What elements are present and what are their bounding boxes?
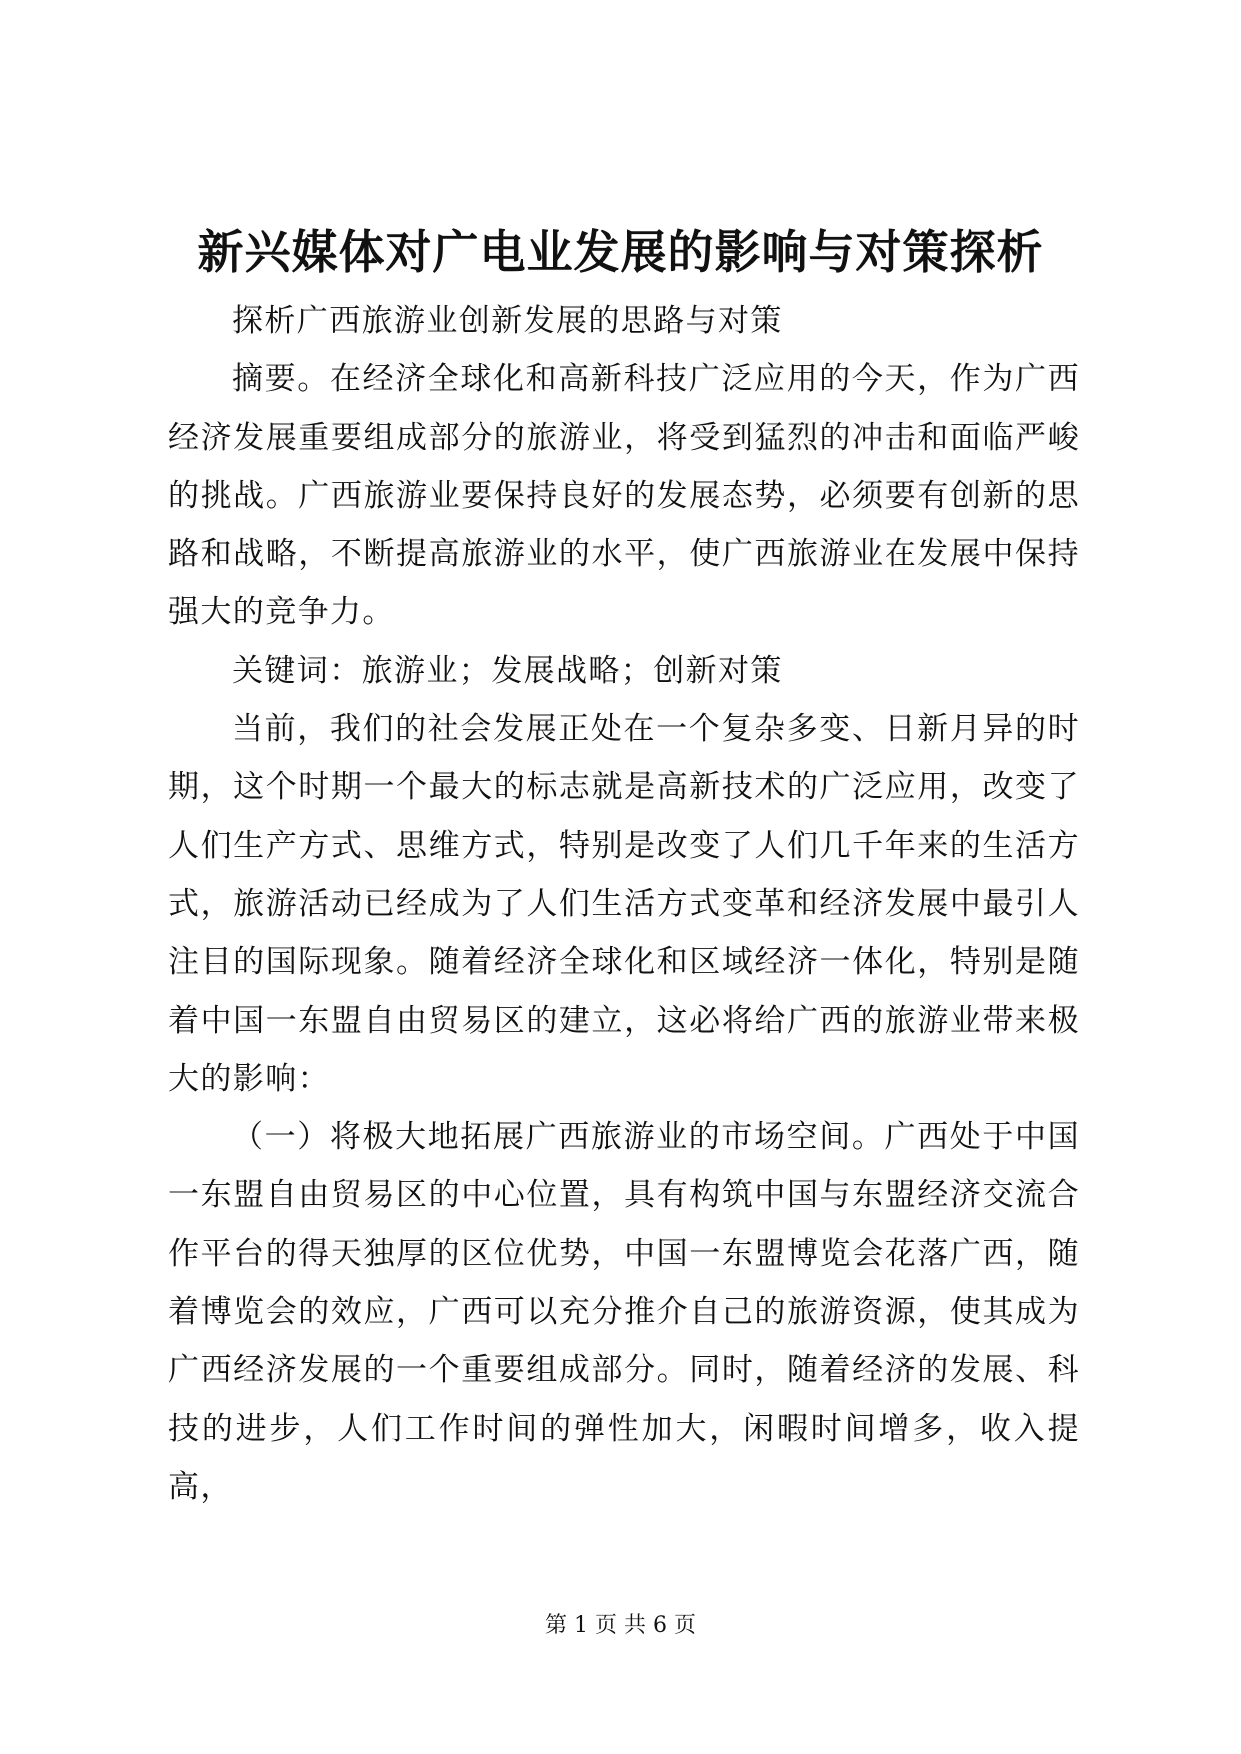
keywords-paragraph: 关键词：旅游业；发展战略；创新对策 <box>232 652 783 689</box>
intro-paragraph: 当前，我们的社会发展正处在一个复杂多变、日新月异的时期，这个时期一个最大的标志就是高新技术的广泛应用，改变了人们生产方式、思维方式，特别是改变了人们几千年来的生活方式，旅游活动已经成为了人们生活方式变革和经济发展中最引人注目的国际现象。随着经济全球化和区域经济一体化，特别是随着中国一东盟自由贸易区的建立，这必将给广西的旅游业带来极大的影响： <box>168 711 1080 1097</box>
document-title: 新兴媒体对广电业发展的影响与对策探析 <box>197 225 1044 279</box>
document-body <box>168 292 1080 1516</box>
subtitle-paragraph: 探析广西旅游业创新发展的思路与对策 <box>232 303 783 339</box>
page-footer: 第 1 页 共 6 页 <box>545 1613 696 1638</box>
abstract-paragraph: 摘要。在经济全球化和高新科技广泛应用的今天，作为广西经济发展重要组成部分的旅游业，将受到猛烈的冲击和面临严峻的挑战。广西旅游业要保持良好的发展态势，必须要有创新的思路和战略，不断提高旅游业的水平，使广西旅游业在发展中保持强大的竞争力。 <box>168 361 1080 631</box>
section-one-paragraph: （一）将极大地拓展广西旅游业的市场空间。广西处于中国一东盟自由贸易区的中心位置，具有构筑中国与东盟经济交流合作平台的得天独厚的区位优势，中国一东盟博览会花落广西，随着博览会的效应，广西可以充分推介自己的旅游资源，使其成为广西经济发展的一个重要组成部分。同时，随着经济的发展、科技的进步，人们工作时间的弹性加大，闲暇时间增多，收入提高， <box>168 1119 1080 1505</box>
